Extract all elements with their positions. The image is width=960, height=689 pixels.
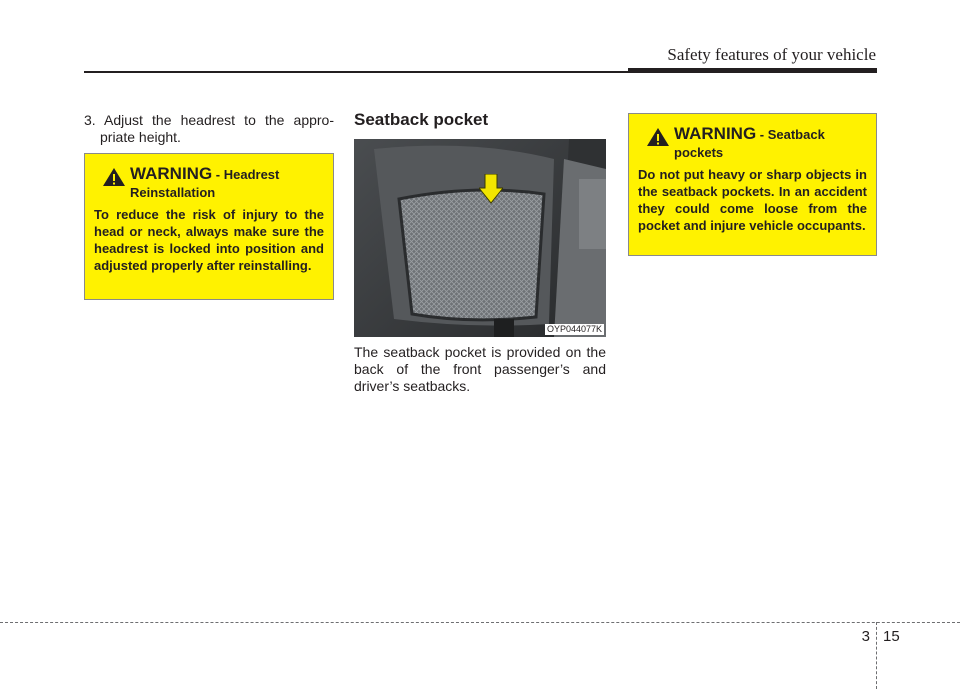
page-number: 15 xyxy=(883,628,900,645)
warning-triangle-icon xyxy=(646,127,670,147)
warning-subject: - Headrest Reinstallation xyxy=(130,167,280,200)
image-caption: OYP044077K xyxy=(546,324,602,334)
warning-label: WARNING xyxy=(130,164,213,183)
warning-seatback-box xyxy=(628,113,877,256)
down-arrow-icon xyxy=(479,174,503,204)
footer-rule xyxy=(0,622,960,623)
warning-triangle-icon xyxy=(102,167,126,187)
warning-subject: - Seatback pockets xyxy=(674,127,825,160)
warning-headrest-box xyxy=(84,153,334,300)
seatback-photo-illustration xyxy=(354,139,606,337)
warning-header xyxy=(638,124,867,162)
chapter-number: 3 xyxy=(861,628,870,645)
header-rule-accent xyxy=(628,68,877,73)
warning-body: To reduce the risk of injury to the head or neck, always make sure the headrest is locked into position and adjusted properly after reinstalling. xyxy=(94,207,324,273)
footer-divider xyxy=(876,622,877,689)
warning-label: WARNING xyxy=(674,124,757,143)
page-header-title: Safety features of your vehicle xyxy=(667,45,876,64)
warning-header xyxy=(94,164,324,202)
instruction-step: 3. Adjust the headrest to the appro-priate height. xyxy=(84,112,334,145)
seatback-pocket-photo xyxy=(354,139,606,337)
header-rule xyxy=(84,71,628,73)
warning-body: Do not put heavy or sharp objects in the seatback pockets. In an accident they could come loose from the pocket and injure vehicle occupants. xyxy=(638,167,867,233)
section-title: Seatback pocket xyxy=(354,110,489,129)
seatback-pocket-description: The seatback pocket is provided on the back of the front passenger’s and driver’s seatbacks. xyxy=(354,344,606,394)
